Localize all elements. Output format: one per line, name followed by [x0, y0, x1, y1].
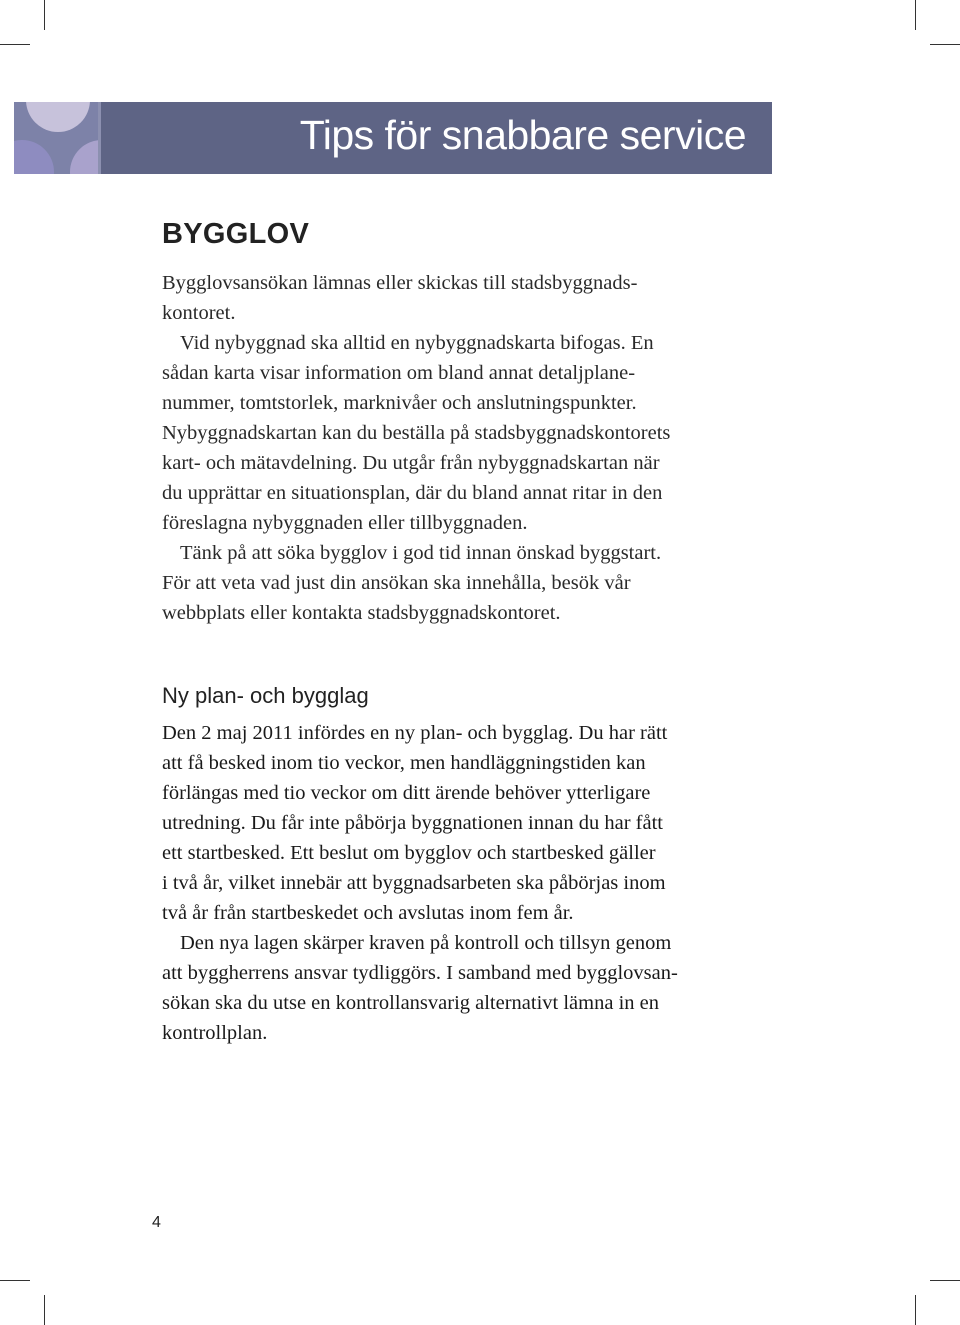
text-line: förlängas med tio veckor om ditt ärende behöver ytterligare — [162, 782, 651, 804]
text-line: För att veta vad just din ansökan ska innehålla, besök vår — [162, 572, 631, 594]
text-line: sådan karta visar information om bland annat detaljplane- — [162, 362, 636, 384]
text-line: Vid nybyggnad ska alltid en nybyggnadskarta bifogas. En — [180, 332, 654, 354]
text-line: du upprättar en situationsplan, där du bland annat ritar in den — [162, 482, 663, 504]
text-line: två år från startbeskedet och avslutas inom fem år. — [162, 902, 574, 924]
text-line: Den nya lagen skärper kraven på kontroll och tillsyn genom — [180, 932, 672, 954]
text-line: kontoret. — [162, 302, 236, 324]
header-banner — [14, 102, 772, 174]
text-line: Tänk på att söka bygglov i god tid innan önskad byggstart. — [180, 542, 662, 564]
section-body-plan-och-bygglag — [162, 718, 782, 1048]
crop-mark — [930, 44, 960, 45]
text-line: Nybyggnadskartan kan du beställa på stadsbyggnadskontorets — [162, 422, 671, 444]
banner-title: Tips för snabbare service — [299, 112, 746, 158]
text-line: föreslagna nybyggnaden eller tillbyggnaden. — [162, 512, 528, 534]
crop-mark — [44, 0, 45, 30]
text-line: nummer, tomtstorlek, marknivåer och anslutningspunkter. — [162, 392, 637, 414]
text-line: Den 2 maj 2011 infördes en ny plan- och bygglag. Du har rätt — [162, 722, 668, 744]
text-line: att byggherrens ansvar tydliggörs. I samband med bygglovsan- — [162, 962, 678, 984]
text-line: att få besked inom tio veckor, men handläggningstiden kan — [162, 752, 646, 774]
crop-mark — [44, 1295, 45, 1325]
crop-mark — [0, 44, 30, 45]
crop-mark — [915, 0, 916, 30]
crop-mark — [0, 1280, 30, 1281]
banner-divider — [98, 102, 101, 174]
text-line: sökan ska du utse en kontrollansvarig alternativt lämna in en — [162, 992, 659, 1014]
text-line: kontrollplan. — [162, 1022, 268, 1044]
text-line: webbplats eller kontakta stadsbyggnadskontoret. — [162, 602, 561, 624]
text-line: i två år, vilket innebär att byggnadsarbeten ska påbörjas inom — [162, 872, 666, 894]
crop-mark — [930, 1280, 960, 1281]
text-line: kart- och mätavdelning. Du utgår från nybyggnadskartan när — [162, 452, 660, 474]
section-heading-plan-och-bygglag: Ny plan- och bygglag — [162, 683, 369, 708]
circles-decoration-icon — [14, 102, 98, 174]
section-heading-bygglov: BYGGLOV — [162, 218, 310, 250]
crop-mark — [915, 1295, 916, 1325]
text-line: Bygglovsansökan lämnas eller skickas till stadsbyggnads- — [162, 272, 638, 294]
text-line: ett startbesked. Ett beslut om bygglov och startbesked gäller — [162, 842, 656, 864]
text-line: utredning. Du får inte påbörja byggnationen innan du har fått — [162, 812, 663, 834]
page-number: 4 — [152, 1214, 161, 1231]
section-body-bygglov — [162, 268, 782, 628]
